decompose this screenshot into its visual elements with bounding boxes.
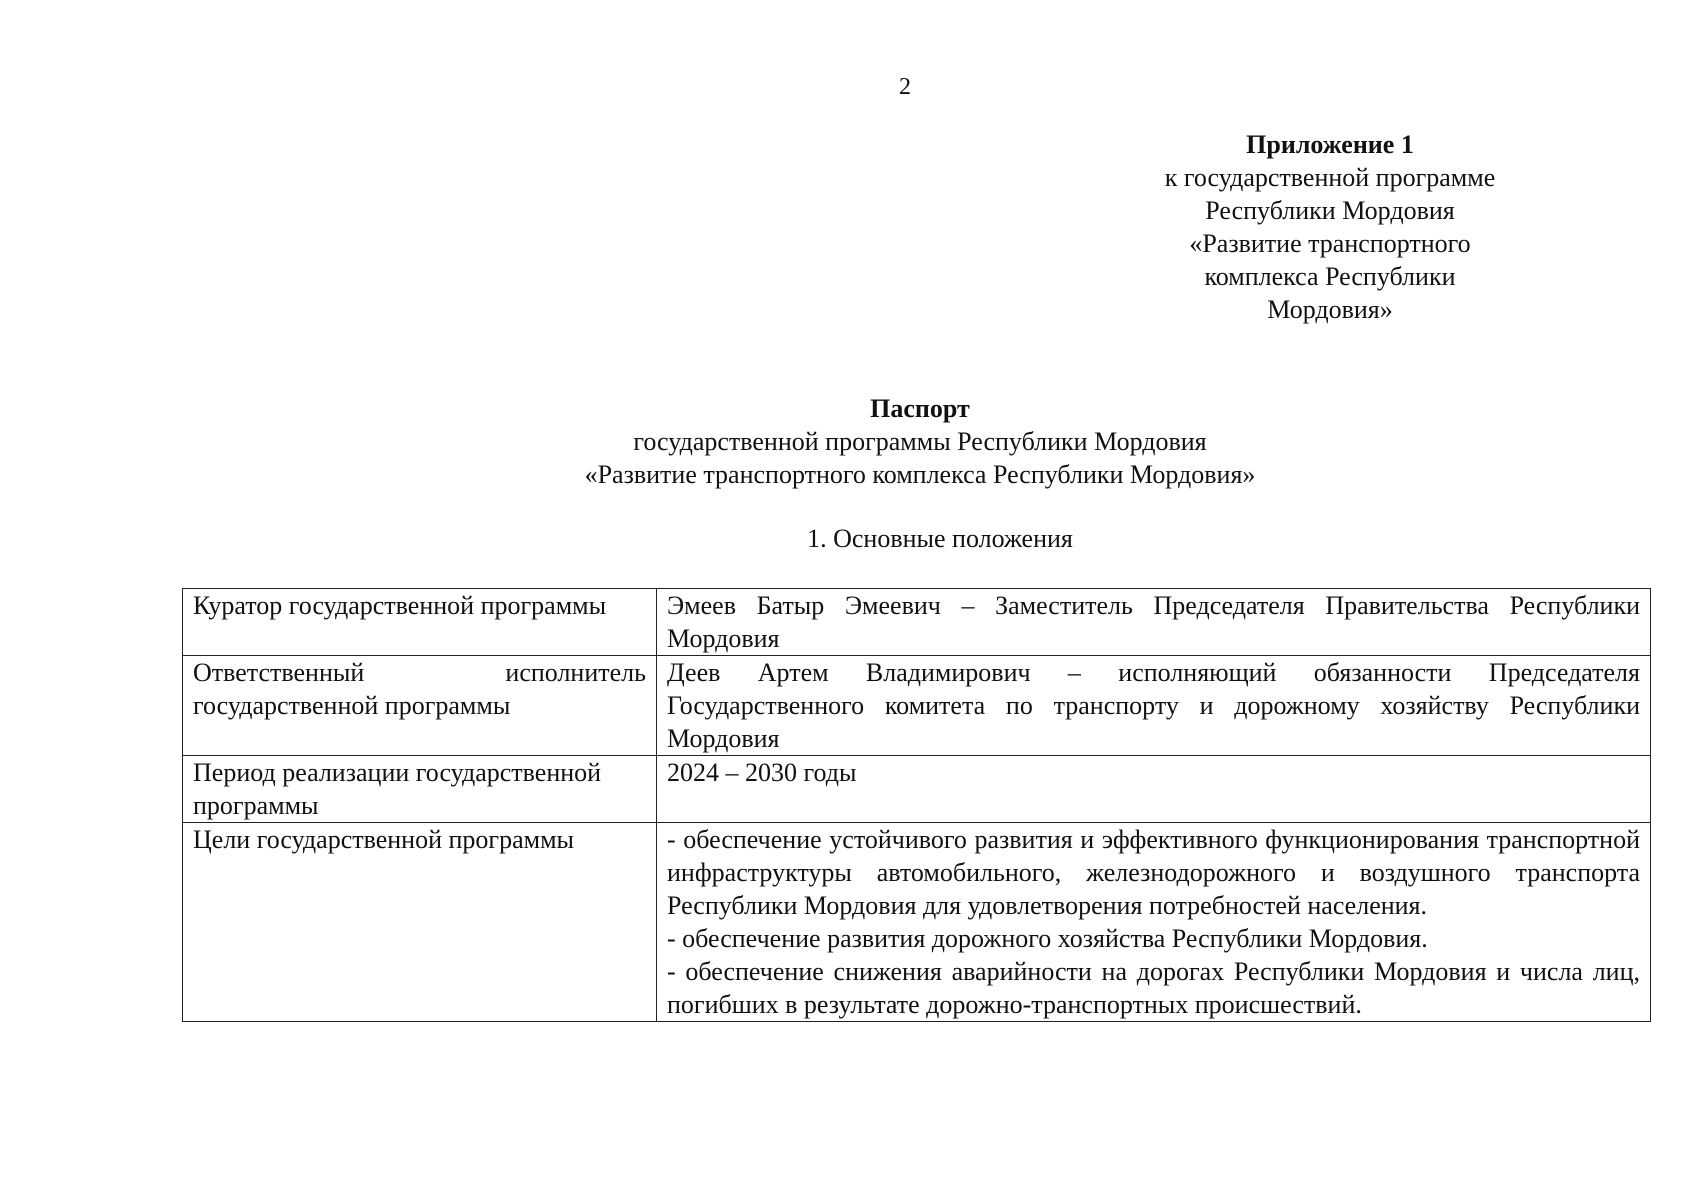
table-label-cell: Ответственный исполнитель государственной программы bbox=[183, 656, 657, 756]
goal-item: - обеспечение снижения аварийности на дорогах Республики Мордовия и числа лиц, погибших в результате дорожно-транспортных происшествий. bbox=[667, 957, 1640, 1019]
appendix-block bbox=[1110, 128, 1550, 326]
table-row bbox=[183, 756, 1651, 823]
table-label-cell: Цели государственной программы bbox=[183, 823, 657, 1022]
goal-item: - обеспечение устойчивого развития и эффективного функционирования транспортной инфраструктуры автомобильного, железнодорожного и воздушного транспорта Республики Мордовия для удовлетворения потребностей населения. bbox=[667, 825, 1640, 920]
table-value-cell bbox=[657, 823, 1651, 1022]
table-row bbox=[183, 823, 1651, 1022]
passport-title: Паспорт bbox=[870, 394, 970, 423]
table-row bbox=[183, 656, 1651, 756]
passport-subtitle-line: «Развитие транспортного комплекса Республики Мордовия» bbox=[584, 460, 1256, 489]
passport-subtitle-line: государственной программы Республики Мордовия bbox=[633, 427, 1207, 456]
page-number: 2 bbox=[899, 74, 911, 100]
table-value-cell: Деев Артем Владимирович – исполняющий обязанности Председателя Государственного комитета по транспорту и дорожному хозяйству Республики Мордовия bbox=[657, 656, 1651, 756]
appendix-line: комплекса Республики bbox=[1204, 262, 1456, 291]
table-label-cell: Период реализации государственной программы bbox=[183, 756, 657, 823]
table-label-cell: Куратор государственной программы bbox=[183, 589, 657, 656]
appendix-line: к государственной программе bbox=[1164, 163, 1496, 192]
table-value-cell: Эмеев Батыр Эмеевич – Заместитель Председателя Правительства Республики Мордовия bbox=[657, 589, 1651, 656]
section-title: 1. Основные положения bbox=[807, 524, 1073, 553]
appendix-line: «Развитие транспортного bbox=[1189, 229, 1471, 258]
passport-heading bbox=[480, 392, 1360, 491]
appendix-title: Приложение 1 bbox=[1246, 130, 1414, 159]
appendix-line: Мордовия» bbox=[1267, 295, 1393, 324]
passport-table bbox=[182, 588, 1651, 1022]
appendix-line: Республики Мордовия bbox=[1205, 196, 1455, 225]
table-value-cell: 2024 – 2030 годы bbox=[657, 756, 1651, 823]
table-row bbox=[183, 589, 1651, 656]
goal-item: - обеспечение развития дорожного хозяйства Республики Мордовия. bbox=[667, 924, 1428, 953]
